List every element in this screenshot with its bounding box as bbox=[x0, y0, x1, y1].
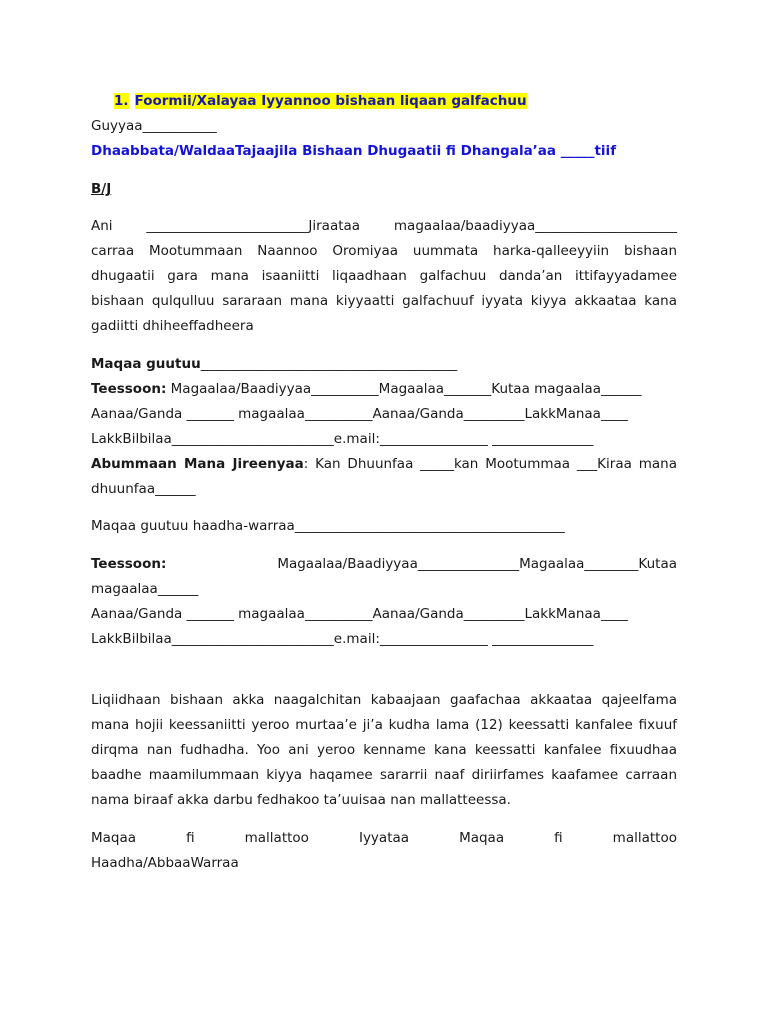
closing-line: Liqiidhaan bishaan akka naagalchitan kabaajaan gaafachaa akkaataa qajeelfama bbox=[91, 692, 677, 708]
spouse-address-line bbox=[91, 555, 677, 573]
spouse-phone-email-line: LakkBilbilaa________________________e.mail:________________ _______________ bbox=[91, 631, 594, 647]
heading-title: Foormii/Xalayaa Iyyannoo bishaan liqaan galfachuu bbox=[134, 93, 527, 109]
full-name-label: Maqaa guutuu bbox=[91, 356, 201, 372]
phone-email-line: LakkBilbilaa________________________e.mail:________________ _______________ bbox=[91, 431, 594, 447]
spouse-name-line: Maqaa guutuu haadha-warraa________________________________________ bbox=[91, 518, 565, 534]
closing-line: dirqma nan fudhadha. Yoo ani yeroo kenname kana keessatti kanfalee fixuudhaa bbox=[91, 742, 677, 758]
closing-line: mana hojii keessaniitti yeroo murtaa’e ji’a kudha lama (12) keessatti kanfalee fixuuf bbox=[91, 717, 677, 733]
spouse-address-fields: Magaalaa/Baadiyyaa_______________Magaalaa________Kutaa bbox=[277, 556, 677, 572]
ownership-options: : Kan Dhuunfaa _____kan Mootummaa ___Kiraa mana bbox=[303, 456, 677, 472]
spouse-district-line: Aanaa/Ganda _______ magaalaa__________Aanaa/Ganda_________LakkManaa____ bbox=[91, 606, 628, 622]
form-heading bbox=[114, 92, 527, 110]
address-fields: Magaalaa/Baadiyyaa__________Magaalaa_______Kutaa magaalaa______ bbox=[166, 381, 642, 397]
signature-line: Maqaa fi mallattoo Iyyataa Maqaa fi mallattoo bbox=[91, 830, 677, 846]
ownership-line-2: dhuunfaa______ bbox=[91, 481, 196, 497]
spouse-address-line-2: magaalaa______ bbox=[91, 581, 199, 597]
spouse-address-label: Teessoon: bbox=[91, 556, 167, 572]
signature-line-2: Haadha/AbbaaWarraa bbox=[91, 855, 239, 871]
closing-line: baadhe maamilummaan kiyya haqamee sararrii naaf diriirfames kaafamee carraan bbox=[91, 767, 677, 783]
intro-line: Ani ________________________Jiraataa magaalaa/baadiyyaa_____________________ bbox=[91, 218, 677, 234]
ownership-line bbox=[91, 455, 677, 473]
recipient-line: Dhaabbata/WaldaaTajaajila Bishaan Dhugaatii fi Dhangala’aa _____tiif bbox=[91, 143, 617, 159]
intro-line: dhugaatii gara mana isaaniitti liqaadhaan galfachuu danda’an ittifayyadamee bbox=[91, 268, 677, 284]
intro-line: gadiitti dhiheeffadheera bbox=[91, 318, 254, 334]
bj-subject: B/J bbox=[91, 181, 112, 197]
ownership-label: Abummaan Mana Jireenyaa bbox=[91, 456, 304, 472]
heading-number: 1. bbox=[114, 93, 129, 109]
full-name-blank: ______________________________________ bbox=[200, 356, 458, 372]
address-line bbox=[91, 380, 677, 398]
intro-line: bishaan qulqulluu sararaan mana kiyyaatti galfachuuf iyyata kiyya akkaataa kana bbox=[91, 293, 677, 309]
date-line: Guyyaa___________ bbox=[91, 118, 217, 134]
district-line: Aanaa/Ganda _______ magaalaa__________Aanaa/Ganda_________LakkManaa____ bbox=[91, 406, 628, 422]
closing-line: nama biraaf akka darbu fedhakoo ta’uuisaa nan mallatteessa. bbox=[91, 792, 511, 808]
full-name-line bbox=[91, 355, 677, 373]
address-label: Teessoon: bbox=[91, 381, 167, 397]
intro-line: carraa Mootummaan Naannoo Oromiyaa uummata harka-qalleeyyiin bishaan bbox=[91, 243, 677, 259]
